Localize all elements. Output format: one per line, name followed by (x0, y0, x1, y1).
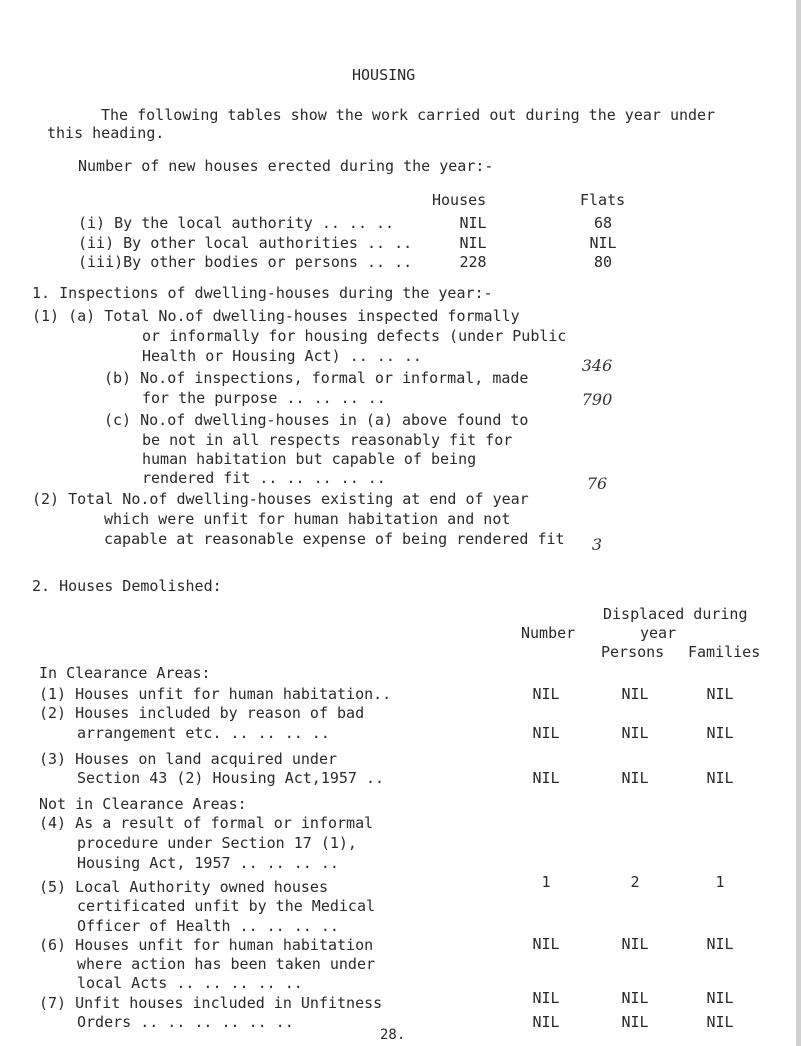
demolished-row-families: NIL (706, 685, 734, 703)
col-persons-header: Persons (601, 643, 665, 661)
inspection-c-line-4: rendered fit .. .. .. .. .. (142, 469, 386, 487)
demolished-row-persons: NIL (621, 1013, 649, 1031)
new-houses-row-flats: 80 (593, 253, 613, 271)
demolished-row-number: NIL (532, 685, 560, 703)
demolished-row-label: Section 43 (2) Housing Act,1957 .. (77, 769, 385, 787)
new-houses-row-label: (i) By the local authority .. .. .. (78, 214, 395, 232)
demolished-row-number: NIL (532, 1013, 560, 1031)
inspection-b-line-2: for the purpose .. .. .. .. (142, 389, 386, 407)
demolished-row-persons: 2 (630, 873, 640, 891)
page-title: HOUSING (352, 66, 416, 84)
demolished-row-label: arrangement etc. .. .. .. .. (77, 724, 330, 742)
demolished-row-families: NIL (706, 1013, 734, 1031)
intro-line-1: The following tables show the work carried out during the year under (101, 106, 716, 124)
new-houses-row-label: (iii)By other bodies or persons .. .. (78, 253, 413, 271)
demolished-row-label: (5) Local Authority owned houses (39, 878, 328, 896)
new-houses-row-houses: NIL (459, 234, 487, 252)
new-houses-row-label: (ii) By other local authorities .. .. (78, 234, 413, 252)
demolished-row-families: 1 (715, 873, 725, 891)
intro-line-2: this heading. (47, 124, 165, 142)
demolished-row-number: NIL (532, 724, 560, 742)
demolished-row-label: (2) Houses included by reason of bad (39, 704, 365, 722)
demolished-row-label: (7) Unfit houses included in Unfitness (39, 994, 383, 1012)
demolished-row-persons: NIL (621, 935, 649, 953)
demolished-row-number: NIL (532, 769, 560, 787)
demolished-row-label: certificated unfit by the Medical (77, 897, 376, 915)
inspection-a-line-1: (1) (a) Total No.of dwelling-houses inspected formally (32, 307, 520, 325)
page-edge-shadow (796, 0, 801, 1046)
demolished-row-persons: NIL (621, 769, 649, 787)
inspection-d-value: 3 (591, 535, 603, 554)
demolished-row-label: Officer of Health .. .. .. .. (77, 917, 339, 935)
inspection-c-value: 76 (586, 474, 608, 493)
inspection-a-line-3: Health or Housing Act) .. .. .. (142, 347, 422, 365)
inspection-b-line-1: (b) No.of inspections, formal or informal, made (104, 369, 529, 387)
clearance-heading: In Clearance Areas: (39, 664, 211, 682)
new-houses-heading: Number of new houses erected during the year:- (78, 157, 494, 175)
col-displaced-header: Displaced during (603, 605, 748, 623)
inspection-b-value: 790 (581, 390, 613, 409)
col-displaced-year: year (640, 624, 677, 642)
inspection-d-line-2: which were unfit for human habitation and not (104, 510, 511, 528)
demolished-row-number: NIL (532, 989, 560, 1007)
not-clearance-heading: Not in Clearance Areas: (39, 795, 247, 813)
demolished-row-persons: NIL (621, 685, 649, 703)
demolished-row-label: local Acts .. .. .. .. .. (77, 974, 303, 992)
inspection-c-line-3: human habitation but capable of being (142, 450, 477, 468)
demolished-row-families: NIL (706, 935, 734, 953)
new-houses-row-houses: 228 (459, 253, 487, 271)
demolished-row-families: NIL (706, 724, 734, 742)
demolished-row-label: (3) Houses on land acquired under (39, 750, 338, 768)
demolished-row-label: procedure under Section 17 (1), (77, 834, 357, 852)
inspections-heading: 1. Inspections of dwelling-houses during the year:- (32, 284, 493, 302)
inspection-d-line-1: (2) Total No.of dwelling-houses existing at end of year (32, 490, 529, 508)
demolished-row-families: NIL (706, 989, 734, 1007)
demolished-row-label: (4) As a result of formal or informal (39, 814, 374, 832)
inspection-d-line-3: capable at reasonable expense of being rendered fit (104, 530, 565, 548)
col-number-header: Number (521, 624, 576, 642)
inspection-a-value: 346 (581, 356, 613, 375)
demolished-row-families: NIL (706, 769, 734, 787)
new-houses-row-houses: NIL (459, 214, 487, 232)
col-houses-header: Houses (432, 191, 487, 209)
demolished-row-number: 1 (541, 873, 551, 891)
demolished-row-label: (1) Houses unfit for human habitation.. (39, 685, 392, 703)
demolished-row-number: NIL (532, 935, 560, 953)
demolished-row-label: Orders .. .. .. .. .. .. (77, 1013, 294, 1031)
demolished-row-persons: NIL (621, 724, 649, 742)
demolished-row-label: (6) Houses unfit for human habitation (39, 936, 374, 954)
demolished-heading: 2. Houses Demolished: (32, 577, 222, 595)
demolished-row-label: Housing Act, 1957 .. .. .. .. (77, 854, 339, 872)
demolished-row-persons: NIL (621, 989, 649, 1007)
new-houses-row-flats: 68 (593, 214, 613, 232)
inspection-c-line-1: (c) No.of dwelling-houses in (a) above found to (104, 411, 529, 429)
demolished-row-label: where action has been taken under (77, 955, 376, 973)
col-families-header: Families (688, 643, 761, 661)
inspection-a-line-2: or informally for housing defects (under Public (142, 327, 567, 345)
new-houses-row-flats: NIL (589, 234, 617, 252)
inspection-c-line-2: be not in all respects reasonably fit for (142, 431, 513, 449)
page-number: 28. (380, 1027, 406, 1043)
col-flats-header: Flats (580, 191, 626, 209)
